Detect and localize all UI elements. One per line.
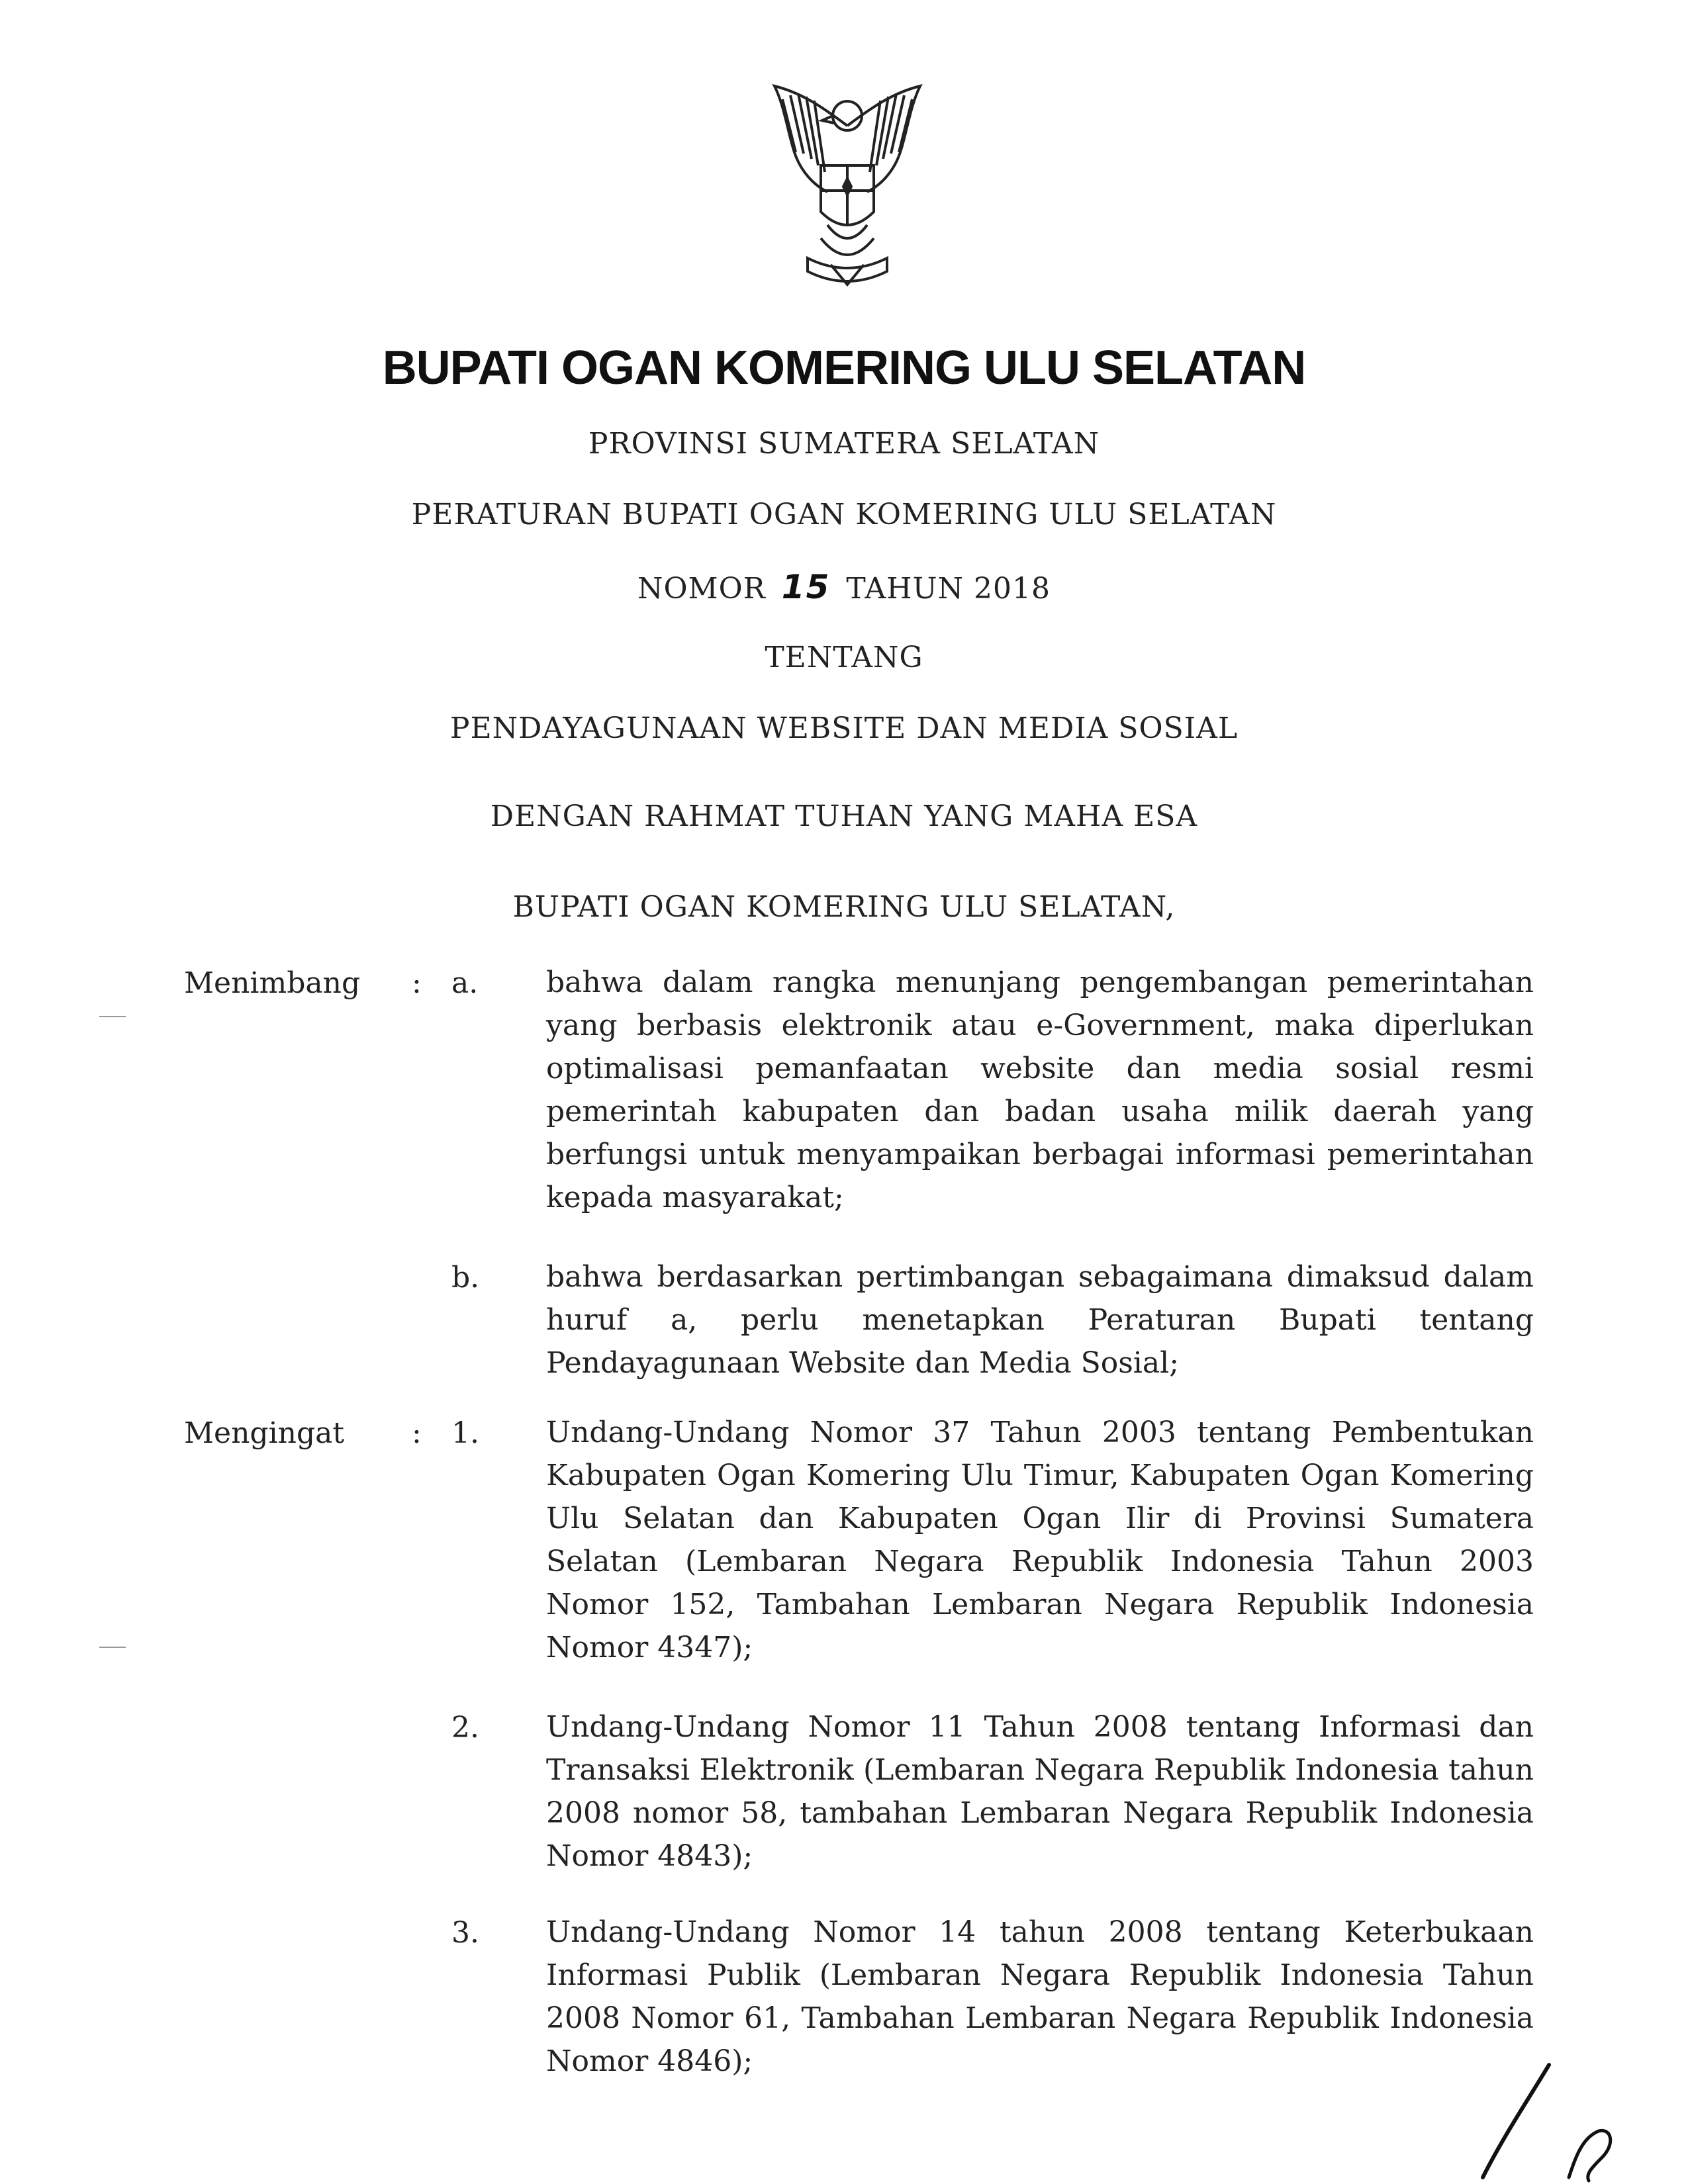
blessing-line: DENGAN RAHMAT TUHAN YANG MAHA ESA — [490, 799, 1198, 833]
menimbang-item-b: bahwa berdasarkan pertimbangan sebagaimana dimaksud dalam huruf a, perlu menetapkan Peraturan Bupati tentang Pendayagunaan Website dan Media Sosial; — [546, 1260, 1534, 1380]
menimbang-colon: : — [412, 966, 422, 1000]
signature-initial-icon — [1456, 2058, 1655, 2184]
mengingat-marker-2: 2. — [451, 1711, 479, 1745]
regent-line: BUPATI OGAN KOMERING ULU SELATAN, — [512, 890, 1176, 924]
scan-mark — [99, 1647, 126, 1648]
mengingat-label: Mengingat — [184, 1416, 345, 1450]
garuda-emblem-icon — [748, 79, 947, 298]
menimbang-label: Menimbang — [184, 966, 361, 1000]
regulation-line: PERATURAN BUPATI OGAN KOMERING ULU SELATAN — [411, 498, 1277, 531]
regulation-number: 15 — [781, 568, 831, 606]
scan-mark — [99, 1016, 126, 1017]
mengingat-marker-1: 1. — [451, 1416, 479, 1450]
subject-line: PENDAYAGUNAAN WEBSITE DAN MEDIA SOSIAL — [449, 711, 1239, 745]
mengingat-colon: : — [412, 1416, 422, 1450]
menimbang-marker-a: a. — [451, 966, 479, 1000]
menimbang-marker-b: b. — [451, 1261, 480, 1295]
mengingat-item-1: Undang-Undang Nomor 37 Tahun 2003 tentang Pembentukan Kabupaten Ogan Komering Ulu Timur, Kabupaten Ogan Komering Ulu Selatan dan Kabupaten Ogan Ilir di Provinsi Sumatera Selatan (Lembaran Negara Republik Indonesia Tahun 2003 Nomor 152, Tambahan Lembaran Negara Republik Indonesia Nomor 4347); — [546, 1416, 1534, 1664]
mengingat-item-3: Undang-Undang Nomor 14 tahun 2008 tentang Keterbukaan Informasi Publik (Lembaran Negara Republik Indonesia Tahun 2008 Nomor 61, Tambahan Lembaran Negara Republik Indonesia Nomor 4846); — [546, 1915, 1534, 2078]
province-line: PROVINSI SUMATERA SELATAN — [588, 427, 1100, 461]
mengingat-item-2: Undang-Undang Nomor 11 Tahun 2008 tentang Informasi dan Transaksi Elektronik (Lembaran Negara Republik Indonesia tahun 2008 nomor 58, tambahan Lembaran Negara Republik Indonesia Nomor 4843); — [546, 1710, 1534, 1873]
mengingat-marker-3: 3. — [451, 1916, 479, 1950]
year-text: TAHUN 2018 — [846, 572, 1051, 606]
about-line: TENTANG — [765, 641, 923, 674]
regent-title: BUPATI OGAN KOMERING ULU SELATAN — [382, 341, 1306, 394]
number-prefix: NOMOR — [637, 572, 766, 606]
menimbang-item-a: bahwa dalam rangka menunjang pengembangan pemerintahan yang berbasis elektronik atau e-Government, maka diperlukan optimalisasi pemanfaatan website dan media sosial resmi pemerintah kabupaten dan badan usaha milik daerah yang berfungsi untuk menyampaikan berbagai informasi pemerintahan kepada masyarakat; — [546, 966, 1534, 1214]
number-line — [0, 568, 1688, 606]
